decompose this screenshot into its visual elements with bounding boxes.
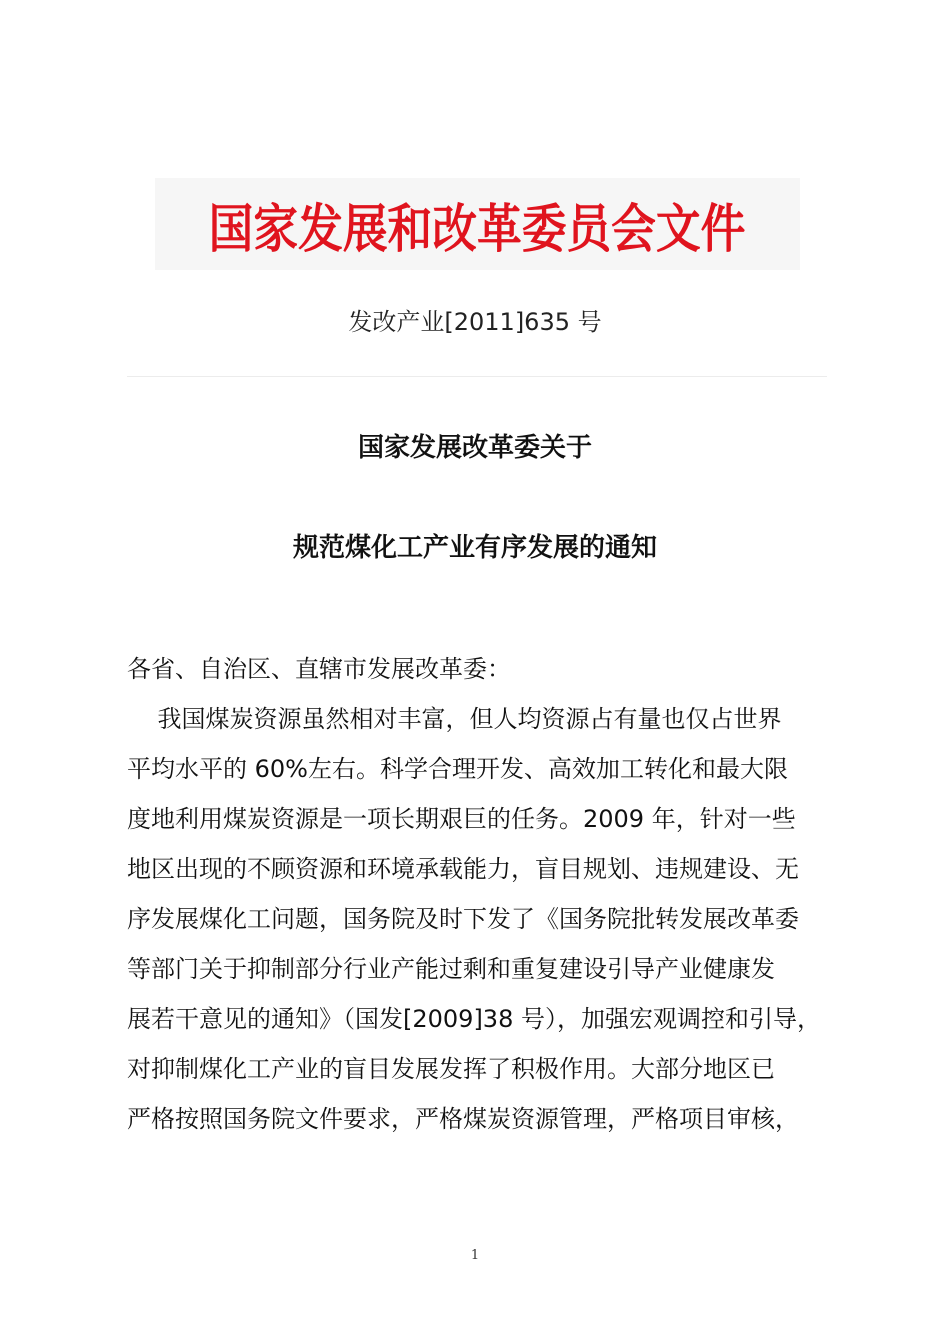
body-line: 我国煤炭资源虽然相对丰富，但人均资源占有量也仅占世界 — [127, 705, 782, 733]
header-divider — [127, 376, 827, 377]
document-title-line-1: 国家发展改革委关于 — [357, 433, 592, 463]
page-number: 1 — [470, 1248, 480, 1263]
body-line: 严格按照国务院文件要求，严格煤炭资源管理，严格项目审核， — [127, 1105, 799, 1133]
salutation: 各省、自治区、直辖市发展改革委： — [127, 655, 511, 683]
document-number: 发改产业[2011]635 号 — [348, 308, 602, 336]
masthead-title: 国家发展和改革委员会文件 — [209, 198, 746, 260]
body-line: 平均水平的 60%左右。科学合理开发、高效加工转化和最大限 — [127, 755, 788, 783]
body-line: 序发展煤化工问题，国务院及时下发了《国务院批转发展改革委 — [127, 905, 799, 933]
body-line: 对抑制煤化工产业的盲目发展发挥了积极作用。大部分地区已 — [127, 1055, 775, 1083]
body-line: 度地利用煤炭资源是一项长期艰巨的任务。2009 年，针对一些 — [127, 805, 796, 833]
body-line: 展若干意见的通知》（国发[2009]38 号），加强宏观调控和引导， — [127, 1005, 821, 1033]
document-title-line-2: 规范煤化工产业有序发展的通知 — [292, 533, 657, 563]
body-line: 地区出现的不顾资源和环境承载能力，盲目规划、违规建设、无 — [127, 855, 799, 883]
masthead — [155, 178, 800, 270]
body-line: 等部门关于抑制部分行业产能过剩和重复建设引导产业健康发 — [127, 955, 775, 983]
